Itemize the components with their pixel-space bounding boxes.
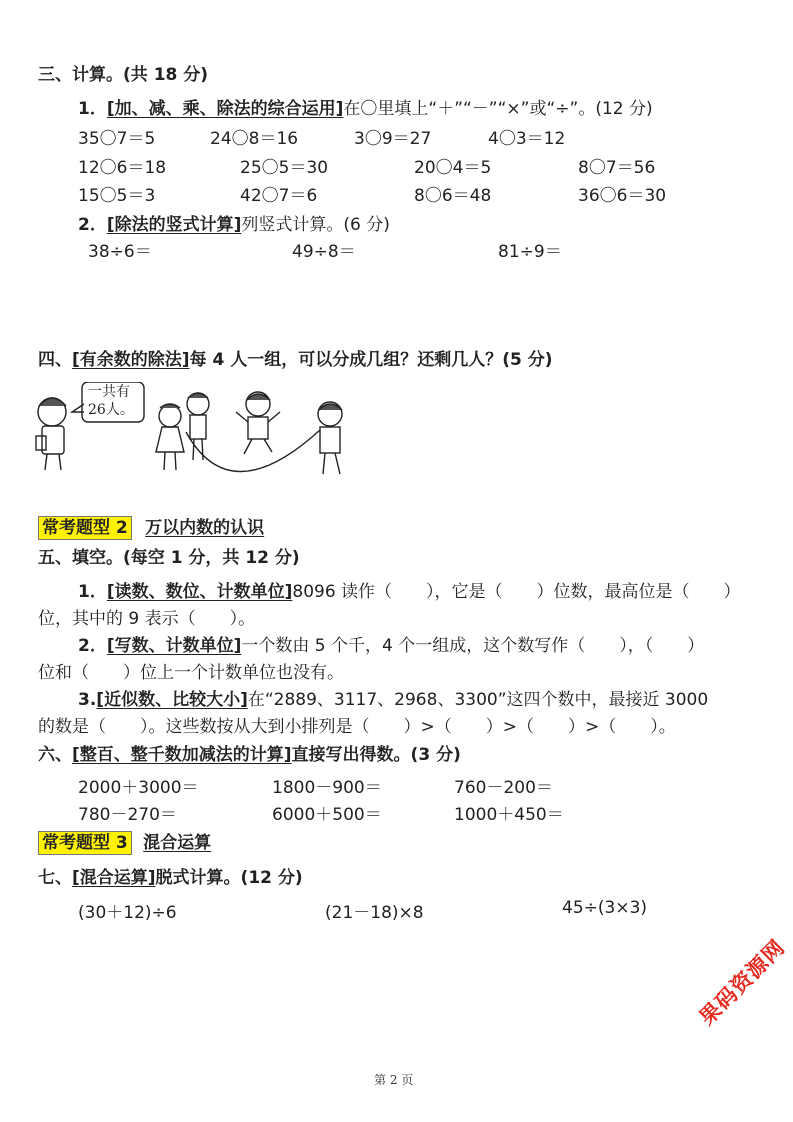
q2-item-2: 81÷9＝ <box>498 242 562 262</box>
bubble-line-1: 一共有 <box>88 384 130 400</box>
s6-r1-c0: 780－270＝ <box>78 805 177 825</box>
boy-book <box>36 436 46 450</box>
q3-1-line <box>78 94 653 119</box>
q5-3-line2: 的数是（ ）。这些数按从大到小排列是（ ）>（ ）>（ ）>（ ）。 <box>38 717 676 737</box>
q5-3-text: 在“2889、3117、2968、3300”这四个数中，最接近 3000 <box>247 690 709 710</box>
s7-item-2: 45÷(3×3) <box>562 898 648 918</box>
children-jump-rope-illustration <box>30 382 350 482</box>
q2-item-1: 49÷8＝ <box>292 242 356 262</box>
q5-2-line1 <box>78 631 704 656</box>
q5-1-number: 1． <box>78 582 107 602</box>
q1-r2-c1: 42〇7＝6 <box>240 186 318 206</box>
page-number: 第 2 页 <box>374 1073 414 1087</box>
type3-heading <box>38 828 211 853</box>
section6-tag: [整百、整千数加减法的计算] <box>72 745 292 765</box>
q3-1-tag: [加、减、乘、除法的综合运用] <box>106 99 344 119</box>
q5-2-line2: 位和（ ）位上一个计数单位也没有。 <box>38 663 344 683</box>
section4-tag: [有余数的除法] <box>72 350 190 370</box>
q1-r0-c2: 3〇9＝27 <box>354 129 432 149</box>
section6-text: 直接写出得数。(3 分) <box>291 745 461 765</box>
section4-prefix: 四、 <box>38 350 72 370</box>
s7-item-0: (30＋12)÷6 <box>78 903 177 923</box>
q1-r2-c3: 36〇6＝30 <box>578 186 667 206</box>
boy-hair <box>39 398 66 406</box>
q5-1-line2: 位，其中的 9 表示（ ）。 <box>38 609 256 629</box>
q3-1-number: 1． <box>78 99 107 119</box>
q3-1-text: 在〇里填上“＋”“－”“×”或“÷”。(12 分) <box>343 99 653 119</box>
s6-r1-c1: 6000＋500＝ <box>272 805 382 825</box>
type3-title: 混合运算 <box>143 833 212 853</box>
speech-bubble-text <box>88 383 134 419</box>
q5-3-number: 3. <box>78 690 97 710</box>
q3-2-number: 2． <box>78 215 107 235</box>
q1-r0-c3: 4〇3＝12 <box>488 129 566 149</box>
q1-r1-c2: 20〇4＝5 <box>414 158 492 178</box>
q1-r1-c0: 12〇6＝18 <box>78 158 167 178</box>
q1-r0-c1: 24〇8＝16 <box>210 129 299 149</box>
section4-heading <box>38 345 553 370</box>
q1-r2-c2: 8〇6＝48 <box>414 186 492 206</box>
type2-label: 常考题型 2 <box>38 516 132 540</box>
section4-text: 每 4 人一组，可以分成几组？还剩几人？(5 分) <box>189 350 553 370</box>
q1-r0-c0: 35〇7＝5 <box>78 129 156 149</box>
s6-r0-c2: 760－200＝ <box>454 778 553 798</box>
section6-heading <box>38 740 461 765</box>
s6-r1-c2: 1000＋450＝ <box>454 805 564 825</box>
q5-1-text: 8096 读作（ ），它是（ ）位数，最高位是（ ） <box>292 582 741 602</box>
s7-item-1: (21－18)×8 <box>325 903 424 923</box>
q1-r1-c1: 25〇5＝30 <box>240 158 329 178</box>
section5-title: 五、填空。(每空 1 分，共 12 分) <box>38 548 300 568</box>
bubble-line-2: 26人。 <box>88 402 134 418</box>
q5-1-line1 <box>78 577 741 602</box>
s6-r0-c1: 1800－900＝ <box>272 778 382 798</box>
q5-3-tag: [近似数、比较大小] <box>96 690 248 710</box>
q3-2-text: 列竖式计算。(6 分) <box>241 215 390 235</box>
section7-heading <box>38 863 303 888</box>
q3-2-tag: [除法的竖式计算] <box>106 215 242 235</box>
q1-r2-c0: 15〇5＝3 <box>78 186 156 206</box>
section7-text: 脱式计算。(12 分) <box>155 868 303 888</box>
q5-3-line1 <box>78 685 708 710</box>
section7-tag: [混合运算] <box>72 868 156 888</box>
q2-item-0: 38÷6＝ <box>88 242 152 262</box>
section6-prefix: 六、 <box>38 745 72 765</box>
type2-heading <box>38 513 264 538</box>
q5-2-number: 2． <box>78 636 107 656</box>
q1-r1-c3: 8〇7＝56 <box>578 158 656 178</box>
section3-title: 三、计算。(共 18 分) <box>38 65 209 85</box>
s6-r0-c0: 2000＋3000＝ <box>78 778 199 798</box>
q5-1-tag: [读数、数位、计数单位] <box>106 582 293 602</box>
section7-prefix: 七、 <box>38 868 72 888</box>
q5-2-tag: [写数、计数单位] <box>106 636 242 656</box>
q3-2-line <box>78 210 390 235</box>
type2-title: 万以内数的认识 <box>145 518 265 538</box>
watermark: 果码资源网 <box>694 935 790 1030</box>
type3-label: 常考题型 3 <box>38 831 132 855</box>
q5-2-text: 一个数由 5 个千，4 个一组成，这个数写作（ ），（ ） <box>241 636 705 656</box>
